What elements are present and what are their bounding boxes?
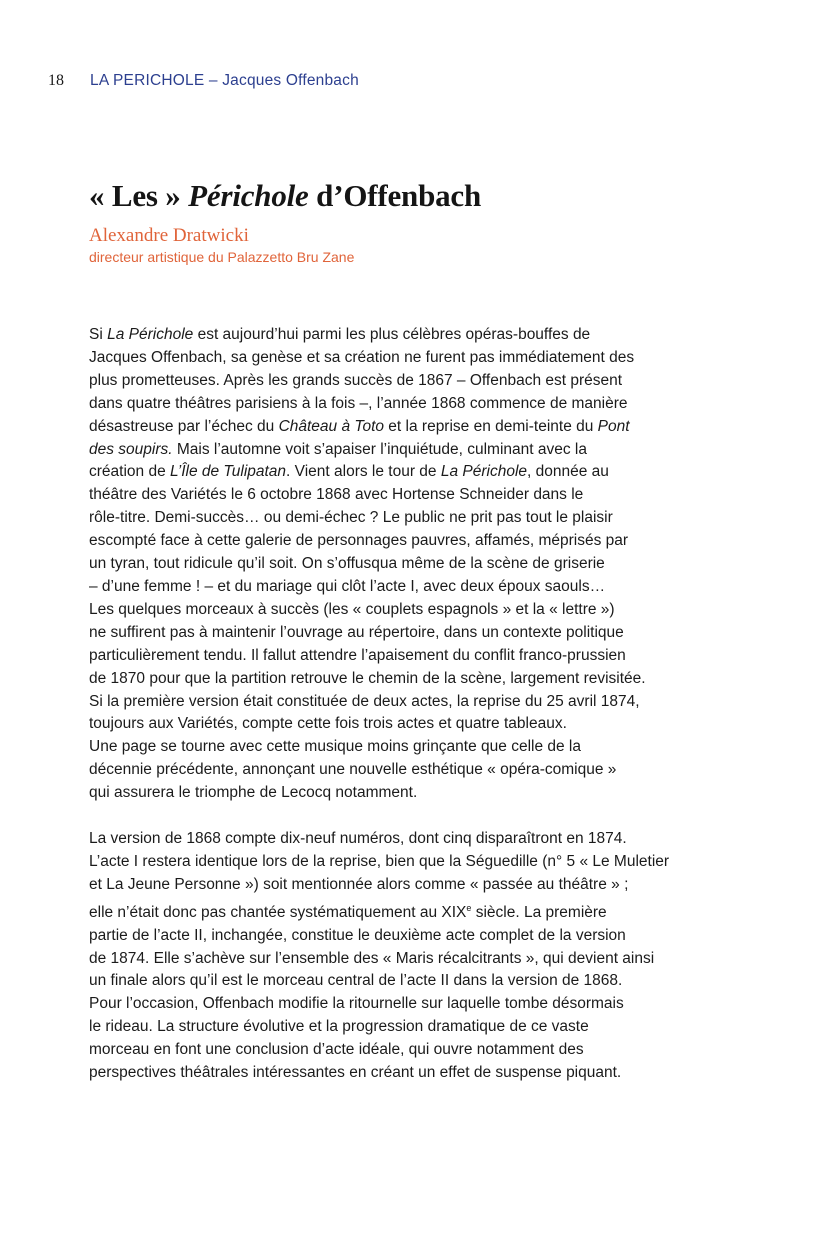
text-segment: partie de l’acte II, inchangée, constitue le deuxième acte complet de la version (89, 926, 626, 944)
text-line (89, 970, 749, 993)
text-line (89, 347, 749, 370)
text-segment: un tyran, tout ridicule qu’il soit. On s’offusqua même de la scène de griserie (89, 555, 605, 573)
text-line (89, 828, 749, 851)
text-line (89, 484, 749, 507)
text-line (89, 416, 749, 439)
text-segment: e (466, 902, 472, 913)
text-segment: toujours aux Variétés, compte cette fois trois actes et quatre tableaux. (89, 715, 567, 733)
text-segment: ne suffirent pas à maintenir l’ouvrage au répertoire, dans un contexte politique (89, 623, 624, 641)
text-segment: Jacques Offenbach, sa genèse et sa création ne furent pas immédiatement des (89, 348, 635, 366)
text-line (89, 507, 749, 530)
text-segment: escompté face à cette galerie de personnages pauvres, affamés, méprisés par (89, 532, 629, 550)
text-line (89, 530, 749, 553)
text-line (89, 925, 749, 948)
text-line (89, 851, 749, 874)
article-title-italic: Périchole (188, 178, 309, 213)
text-segment: – d’une femme ! – et du mariage qui clôt l’acte I, avec deux époux saouls… (89, 577, 606, 595)
text-segment: est aujourd’hui parmi les plus célèbres opéras-bouffes de (193, 326, 591, 343)
running-title: LA PERICHOLE – Jacques Offenbach (90, 72, 359, 89)
text-segment: Les quelques morceaux à succès (les « couplets espagnols » et la « lettre ») (89, 600, 615, 618)
article-title (89, 178, 481, 214)
text-line (89, 782, 749, 805)
text-segment: création de (89, 463, 170, 481)
text-segment: de 1874. Elle s’achève sur l’ensemble des « Maris récalcitrants », qui devient ainsi (89, 949, 655, 967)
text-line (89, 439, 749, 462)
text-segment: Pont (597, 417, 630, 435)
text-segment: qui assurera le triomphe de Lecocq notamment. (89, 784, 418, 802)
text-line (89, 736, 749, 759)
text-segment: Mais l’automne voit s’apaiser l’inquiétude, culminant avec la (172, 440, 587, 458)
text-line (89, 1016, 749, 1039)
text-segment: La version de 1868 compte dix-neuf numéros, dont cinq disparaîtront en 1874. (89, 830, 627, 847)
text-segment: Si (89, 326, 108, 343)
page-number: 18 (48, 72, 64, 89)
text-segment: morceau en font une conclusion d’acte idéale, qui ouvre notamment des (89, 1041, 584, 1059)
text-segment: L’acte I restera identique lors de la reprise, bien que la Séguedille (n° 5 « Le Muletier (89, 852, 670, 870)
text-segment: plus prometteuses. Après les grands succès de 1867 – Offenbach est présent (89, 371, 623, 389)
text-segment: et La Jeune Personne ») soit mentionnée alors comme « passée au théâtre » ; (89, 875, 629, 893)
text-line (89, 713, 749, 736)
text-segment: Une page se tourne avec cette musique moins grinçante que celle de la (89, 738, 581, 756)
text-line (89, 645, 749, 668)
text-segment: siècle. La première (471, 903, 607, 921)
text-segment: des soupirs. (89, 440, 173, 458)
text-segment: La Périchole (440, 463, 528, 481)
text-segment: décennie précédente, annonçant une nouvelle esthétique « opéra-comique » (89, 761, 617, 779)
text-segment: dans quatre théâtres parisiens à la fois –, l’année 1868 commence de manière (89, 394, 628, 412)
text-segment: et la reprise en demi-teinte du (384, 417, 598, 435)
author-role: directeur artistique du Palazzetto Bru Zane (89, 249, 355, 265)
text-line (89, 874, 749, 897)
text-line (89, 948, 749, 971)
text-segment: Si la première version était constituée de deux actes, la reprise du 25 avril 1874, (89, 692, 640, 710)
text-segment: rôle-titre. Demi-succès… ou demi-échec ? Le public ne prit pas tout le plaisir (89, 509, 613, 527)
text-segment: Château à Toto (278, 417, 384, 435)
text-segment: Pour l’occasion, Offenbach modifie la ritournelle sur laquelle tombe désormais (89, 995, 624, 1013)
text-line (89, 993, 749, 1016)
text-line (89, 553, 749, 576)
text-line (89, 622, 749, 645)
text-segment: le rideau. La structure évolutive et la progression dramatique de ce vaste (89, 1018, 589, 1036)
text-segment: un finale alors qu’il est le morceau central de l’acte II dans la version de 1868. (89, 972, 623, 990)
author-name: Alexandre Dratwicki (89, 225, 249, 246)
text-line (89, 759, 749, 782)
text-segment: perspectives théâtrales intéressantes en créant un effet de suspense piquant. (89, 1064, 622, 1082)
article-title-part1: « Les » (89, 178, 189, 213)
text-line (89, 461, 749, 484)
article-title-part2: d’Offenbach (308, 178, 482, 213)
text-line (89, 393, 749, 416)
text-segment: . Vient alors le tour de (286, 463, 441, 481)
text-line (89, 668, 749, 691)
body-paragraph-1 (89, 324, 749, 805)
text-line (89, 576, 749, 599)
text-segment: désastreuse par l’échec du (89, 417, 279, 435)
text-segment: La Périchole (107, 326, 194, 343)
text-line (89, 599, 749, 622)
text-line (89, 370, 749, 393)
text-segment: , donnée au (527, 463, 609, 481)
body-paragraph-2 (89, 828, 749, 1085)
text-line (89, 897, 749, 925)
text-line (89, 324, 749, 347)
text-line (89, 1039, 749, 1062)
text-segment: L’Île de Tulipatan (170, 463, 287, 481)
text-line (89, 1062, 749, 1085)
running-header (48, 72, 359, 90)
text-segment: particulièrement tendu. Il fallut attendre l’apaisement du conflit franco-prussien (89, 646, 626, 664)
text-line (89, 691, 749, 714)
text-segment: de 1870 pour que la partition retrouve le chemin de la scène, largement revisitée. (89, 669, 646, 687)
text-segment: théâtre des Variétés le 6 octobre 1868 avec Hortense Schneider dans le (89, 486, 584, 504)
text-segment: elle n’était donc pas chantée systématiquement au XIX (89, 903, 467, 921)
